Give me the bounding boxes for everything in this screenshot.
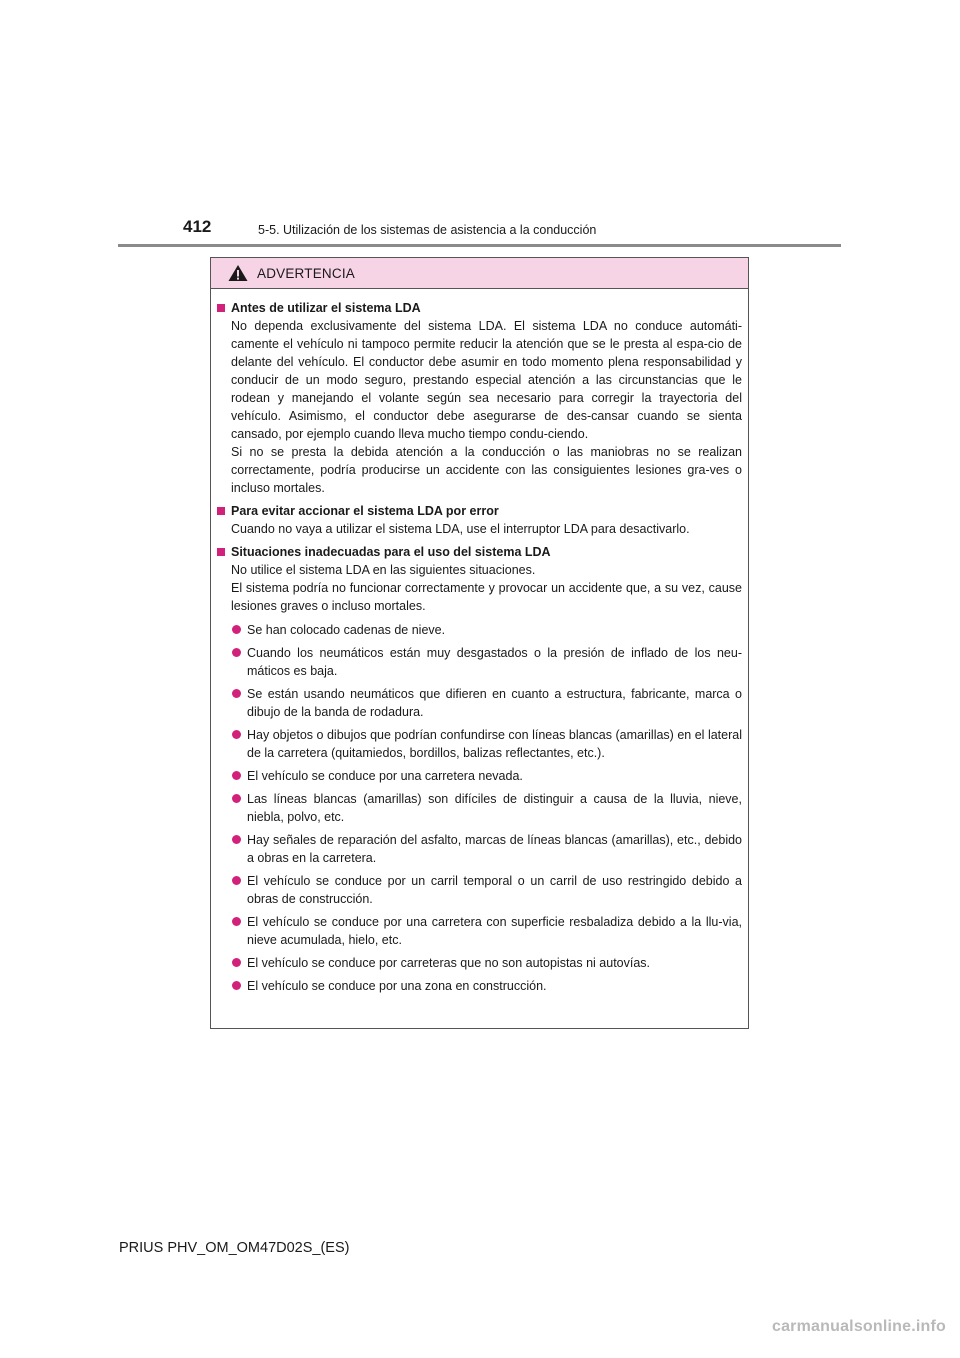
- round-bullet-icon: [232, 730, 241, 739]
- list-item-text: Cuando los neumáticos están muy desgastados o la presión de inflado de los neu-máticos es baja.: [247, 646, 742, 678]
- warning-body: [211, 289, 748, 995]
- list-item: [216, 790, 742, 826]
- list-item: [216, 913, 742, 949]
- list-item-text: Se han colocado cadenas de nieve.: [247, 623, 446, 637]
- item-paragraph: Cuando no vaya a utilizar el sistema LDA, use el interruptor LDA para desactivarlo.: [231, 522, 690, 536]
- warning-item: [216, 543, 742, 995]
- list-item: [216, 872, 742, 908]
- round-bullet-icon: [232, 876, 241, 885]
- round-bullet-icon: [232, 625, 241, 634]
- section-title: 5-5. Utilización de los sistemas de asistencia a la conducción: [258, 223, 597, 237]
- list-item-text: El vehículo se conduce por una carretera nevada.: [247, 769, 523, 783]
- list-item-text: El vehículo se conduce por un carril temporal o un carril de uso restringido debido a obras de construcción.: [247, 874, 742, 906]
- list-item: [216, 767, 742, 785]
- round-bullet-icon: [232, 794, 241, 803]
- warning-item: [216, 502, 742, 538]
- list-item: [216, 954, 742, 972]
- bullet-list: [216, 621, 742, 995]
- item-paragraph: Si no se presta la debida atención a la conducción o las maniobras no se realizan correctamente, podría producirse un accidente con las consiguientes lesiones gra-ves o incluso mortales.: [231, 445, 742, 495]
- list-item-text: El vehículo se conduce por una carretera con superficie resbaladiza debido a la llu-via, nieve acumulada, hielo, etc.: [247, 915, 742, 947]
- warning-item: [216, 299, 742, 497]
- square-bullet-icon: [217, 548, 225, 556]
- item-paragraph: No dependa exclusivamente del sistema LDA. El sistema LDA no conduce automáti-camente el vehículo ni tampoco permite reducir la atención que se le presta al espa-cio de delante del vehículo. El conductor debe asumir en todo momento plena responsabilidad y conducir de un modo seguro, prestando especial atención a las circunstancias que le rodean y manejando el volante según sea necesario para corregir la trayectoria del vehículo. Asimismo, el conductor debe asegurarse de des-cansar cuando se sienta cansado, por ejemplo cuando lleva mucho tiempo condu-ciendo.: [231, 319, 742, 441]
- item-title: [216, 543, 742, 561]
- item-title: [216, 299, 742, 317]
- round-bullet-icon: [232, 981, 241, 990]
- list-item: [216, 685, 742, 721]
- list-item: [216, 831, 742, 867]
- square-bullet-icon: [217, 304, 225, 312]
- item-paragraph: No utilice el sistema LDA en las siguientes situaciones.: [231, 563, 536, 577]
- watermark: carmanualsonline.info: [771, 1318, 946, 1335]
- item-title-text: Situaciones inadecuadas para el uso del sistema LDA: [231, 545, 551, 559]
- list-item-text: Se están usando neumáticos que difieren en cuanto a estructura, fabricante, marca o dibujo de la banda de rodadura.: [247, 687, 742, 719]
- warning-title: ADVERTENCIA: [257, 265, 355, 281]
- list-item: [216, 621, 742, 639]
- warning-header: [211, 258, 748, 289]
- round-bullet-icon: [232, 689, 241, 698]
- round-bullet-icon: [232, 771, 241, 780]
- list-item-text: Las líneas blancas (amarillas) son difíciles de distinguir a causa de la lluvia, nieve, niebla, polvo, etc.: [247, 792, 742, 824]
- list-item-text: Hay objetos o dibujos que podrían confundirse con líneas blancas (amarillas) en el lateral de la carretera (quitamiedos, bordillos, balizas reflectantes, etc.).: [247, 728, 742, 760]
- list-item-text: El vehículo se conduce por una zona en construcción.: [247, 979, 547, 993]
- list-item: [216, 977, 742, 995]
- round-bullet-icon: [232, 835, 241, 844]
- square-bullet-icon: [217, 507, 225, 515]
- warning-triangle-icon: [228, 264, 248, 282]
- header-rule: [118, 244, 841, 247]
- item-paragraph: El sistema podría no funcionar correctamente y provocar un accidente que, a su vez, cause lesiones graves o incluso mortales.: [231, 581, 742, 613]
- list-item-text: El vehículo se conduce por carreteras que no son autopistas ni autovías.: [247, 956, 651, 970]
- round-bullet-icon: [232, 958, 241, 967]
- list-item-text: Hay señales de reparación del asfalto, marcas de líneas blancas (amarillas), etc., debido a obras en la carretera.: [247, 833, 742, 865]
- round-bullet-icon: [232, 648, 241, 657]
- warning-box: [210, 257, 749, 1029]
- item-title-text: Antes de utilizar el sistema LDA: [231, 301, 421, 315]
- item-title-text: Para evitar accionar el sistema LDA por error: [231, 504, 499, 518]
- footer-doc-code: PRIUS PHV_OM_OM47D02S_(ES): [119, 1240, 350, 1256]
- round-bullet-icon: [232, 917, 241, 926]
- list-item: [216, 726, 742, 762]
- item-title: [216, 502, 742, 520]
- list-item: [216, 644, 742, 680]
- page-number: 412: [183, 217, 212, 236]
